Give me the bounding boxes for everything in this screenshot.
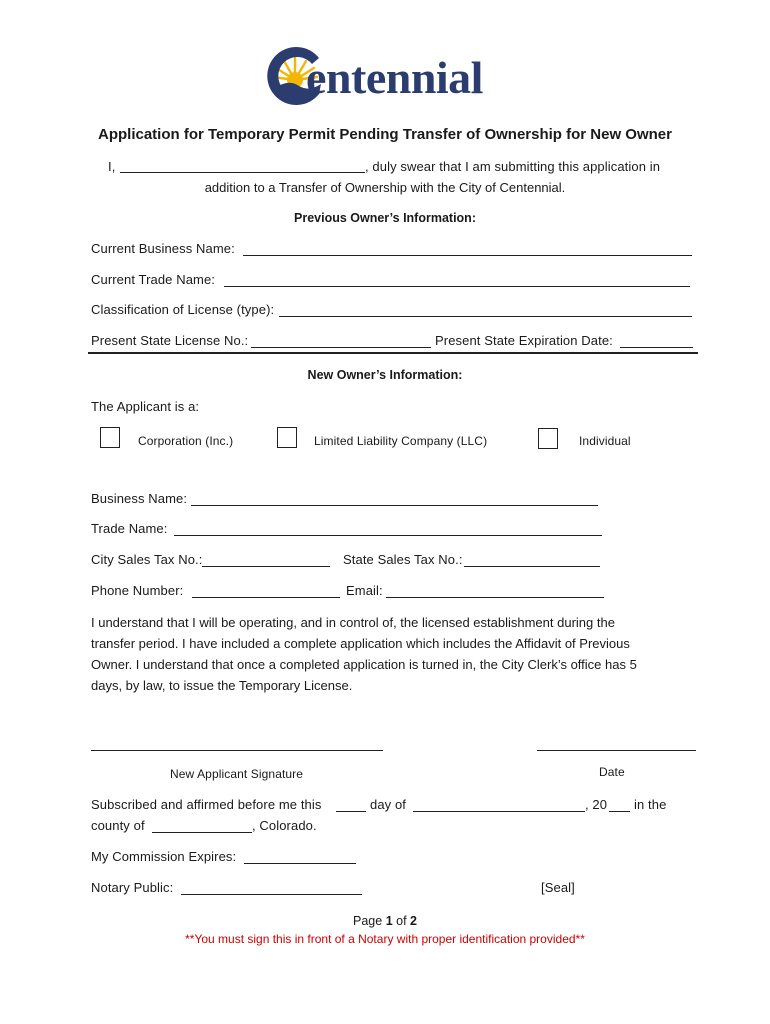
page-word: Page <box>353 914 383 928</box>
page-total: 2 <box>410 914 417 928</box>
notary-day-field[interactable] <box>336 811 366 812</box>
year-prefix: , 20 <box>585 797 608 812</box>
section-divider <box>88 352 698 354</box>
expiration-field[interactable] <box>620 347 693 348</box>
page-number <box>0 914 770 928</box>
business-name-field[interactable] <box>191 505 598 506</box>
current-trade-name-label: Current Trade Name: <box>91 272 216 287</box>
state-tax-label: State Sales Tax No.: <box>343 552 463 567</box>
date-label: Date <box>599 765 625 779</box>
state-tax-field[interactable] <box>464 566 600 567</box>
statement-line-1: I understand that I will be operating, and in control of, the licensed establishment during the <box>91 615 615 630</box>
subscribed-label: Subscribed and affirmed before me this <box>91 797 322 812</box>
day-of-label: day of <box>370 797 407 812</box>
notary-warning: **You must sign this in front of a Notary with proper identification provided** <box>185 932 585 946</box>
corporation-checkbox[interactable] <box>100 427 120 448</box>
email-label: Email: <box>346 583 383 598</box>
in-the-label: in the <box>634 797 667 812</box>
classification-field[interactable] <box>279 316 692 317</box>
individual-checkbox[interactable] <box>538 428 558 449</box>
colorado-label: , Colorado. <box>252 818 317 833</box>
signature-field[interactable] <box>91 750 383 751</box>
phone-field[interactable] <box>192 597 340 598</box>
state-license-field[interactable] <box>251 347 431 348</box>
llc-checkbox[interactable] <box>277 427 297 448</box>
llc-label: Limited Liability Company (LLC) <box>314 434 488 448</box>
of-word: of <box>396 914 407 928</box>
statement-paragraph <box>91 612 691 696</box>
commission-expires-field[interactable] <box>244 863 356 864</box>
current-trade-name-field[interactable] <box>224 286 690 287</box>
statement-line-2: transfer period. I have included a complete application which includes the Affidavit of Previous <box>91 636 630 651</box>
notary-year-field[interactable] <box>609 811 630 812</box>
new-owner-heading: New Owner’s Information: <box>307 368 463 382</box>
expiration-label: Present State Expiration Date: <box>435 333 613 348</box>
individual-label: Individual <box>579 434 631 448</box>
corporation-label: Corporation (Inc.) <box>138 434 234 448</box>
intro-line1-suffix: , duly swear that I am submitting this application in <box>365 159 661 174</box>
page-title: Application for Temporary Permit Pending Transfer of Ownership for New Owner <box>98 126 672 143</box>
trade-name-label: Trade Name: <box>91 521 168 536</box>
intro-name-field[interactable] <box>120 172 365 173</box>
statement-line-3: Owner. I understand that once a completed application is turned in, the City Clerk’s office has 5 <box>91 657 637 672</box>
applicant-is-label: The Applicant is a: <box>91 399 200 414</box>
commission-expires-label: My Commission Expires: <box>91 849 237 864</box>
county-of-label: county of <box>91 818 145 833</box>
notary-public-field[interactable] <box>181 894 362 895</box>
county-field[interactable] <box>152 832 252 833</box>
date-field[interactable] <box>537 750 696 751</box>
phone-label: Phone Number: <box>91 583 184 598</box>
current-business-name-field[interactable] <box>243 255 692 256</box>
signature-label: New Applicant Signature <box>170 767 304 781</box>
current-business-name-label: Current Business Name: <box>91 241 235 256</box>
seal-label: [Seal] <box>541 880 575 895</box>
previous-owner-heading: Previous Owner’s Information: <box>294 211 476 225</box>
email-field[interactable] <box>386 597 604 598</box>
statement-line-4: days, by law, to issue the Temporary License. <box>91 678 353 693</box>
state-license-label: Present State License No.: <box>91 333 249 348</box>
notary-public-label: Notary Public: <box>91 880 174 895</box>
page-current: 1 <box>385 914 393 928</box>
notary-month-field[interactable] <box>413 811 585 812</box>
city-tax-field[interactable] <box>202 566 330 567</box>
city-tax-label: City Sales Tax No.: <box>91 552 203 567</box>
classification-label: Classification of License (type): <box>91 302 275 317</box>
intro-line2: addition to a Transfer of Ownership with the City of Centennial. <box>204 180 566 195</box>
logo-wordmark: entennial <box>306 52 483 103</box>
trade-name-field[interactable] <box>174 535 602 536</box>
intro-prefix: I, <box>108 159 116 174</box>
business-name-label: Business Name: <box>91 491 188 506</box>
